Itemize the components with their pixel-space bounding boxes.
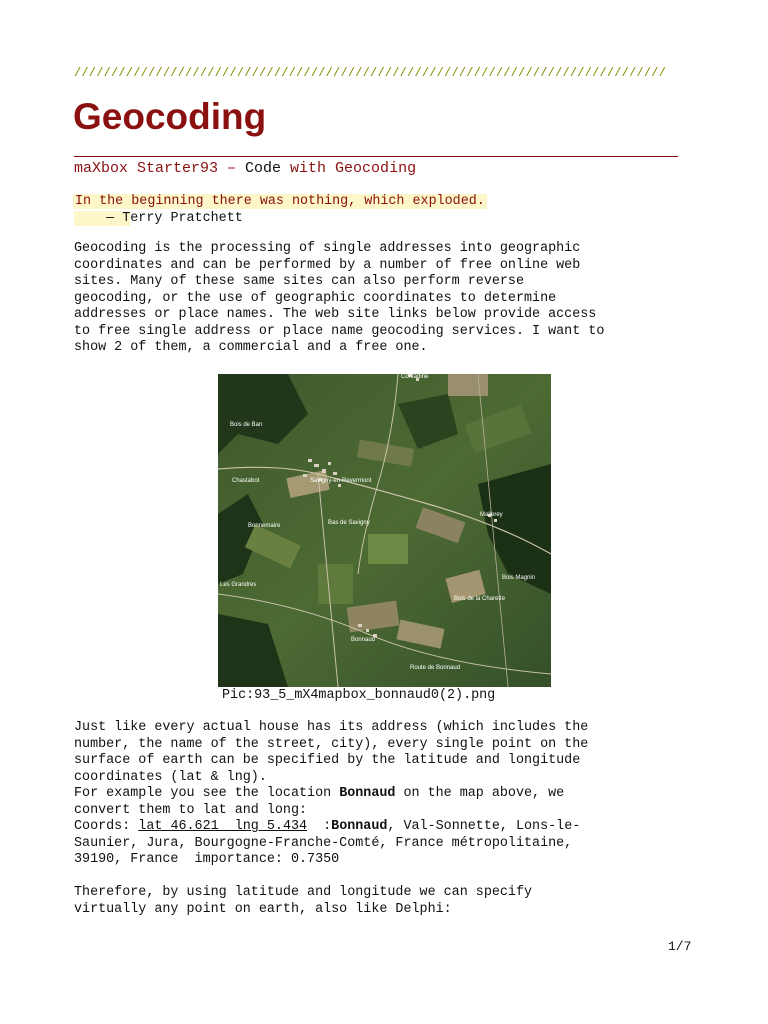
intro-paragraph xyxy=(74,241,604,357)
intro-line: show 2 of them, a commercial and a free one. xyxy=(74,340,428,355)
author-first-letter: T xyxy=(122,211,131,226)
subtitle xyxy=(74,160,416,177)
body-line: virtually any point on earth, also like Delphi: xyxy=(74,901,452,917)
subtitle-part-2: Code xyxy=(245,160,291,177)
map-label: Bas de Savigny xyxy=(328,520,370,526)
intro-line: sites. Many of these same sites can also perform reverse xyxy=(74,274,524,289)
intro-line: geocoding, or the use of geographic coordinates to determine xyxy=(74,290,557,306)
map-label: Chastabot xyxy=(232,478,260,484)
subtitle-part-3: with Geocoding xyxy=(290,160,417,177)
body-line: convert them to lat and long: xyxy=(74,802,308,818)
coords-gap: : xyxy=(307,819,332,834)
page-number: 1/7 xyxy=(668,939,692,954)
coords-place-bold: Bonnaud xyxy=(331,819,388,834)
map-label: Route de Bonnaud xyxy=(410,665,461,671)
map-label: Bois Magnin xyxy=(502,575,536,581)
map-label: Bois de Ban xyxy=(230,422,263,428)
subtitle-part-1: maXbox Starter93 – xyxy=(74,160,246,177)
map-label: Bonnaud xyxy=(351,637,376,643)
decorative-slash-line: //////////////////////////////////////////////////////////////////////////////// xyxy=(74,66,667,80)
epigraph-author xyxy=(74,211,243,226)
intro-line: Geocoding is the processing of single addresses into geographic xyxy=(74,241,581,256)
example-post: on the map above, we xyxy=(395,786,565,801)
coords-line xyxy=(74,819,588,836)
body-line: Therefore, by using latitude and longitude we can specify xyxy=(74,885,533,900)
epigraph-quote: In the beginning there was nothing, which exploded. xyxy=(75,194,485,209)
body-line: Just like every actual house has its address (which includes the xyxy=(74,720,589,735)
body-paragraph xyxy=(74,720,588,869)
body-line: coordinates (lat & lng). xyxy=(74,769,267,785)
intro-line: addresses or place names. The web site links below provide access xyxy=(74,307,597,322)
body-line xyxy=(74,786,588,803)
map-label: Contadine xyxy=(401,374,429,380)
map-label: Bonnemaire xyxy=(248,523,281,529)
title-underline xyxy=(74,156,678,157)
image-caption: Pic:93_5_mX4mapbox_bonnaud0(2).png xyxy=(222,688,496,703)
coords-line: Saunier, Jura, Bourgogne-Franche-Comté, France métropolitaine, xyxy=(74,835,573,851)
coords-line: 39190, France importance: 0.7350 xyxy=(74,852,340,867)
body-paragraph xyxy=(74,885,532,918)
satellite-map-image xyxy=(218,374,551,687)
coords-rest: , Val-Sonnette, Lons-le- xyxy=(387,819,581,834)
map-label: Savigny-en-Revermont xyxy=(310,478,372,484)
intro-line: coordinates and can be performed by a number of free online web xyxy=(74,257,581,273)
example-pre: For example you see the location xyxy=(74,786,340,801)
author-rest: erry Pratchett xyxy=(130,211,243,226)
coords-link[interactable]: lat 46.621 lng 5.434 xyxy=(138,819,308,834)
body-line: surface of earth can be specified by the latitude and longitude xyxy=(74,753,581,768)
body-line: number, the name of the street, city), every single point on the xyxy=(74,736,589,752)
map-label: Bois de la Charette xyxy=(454,596,506,602)
map-label: Mallerey xyxy=(480,512,503,518)
location-bold: Bonnaud xyxy=(339,786,396,801)
coords-label: Coords: xyxy=(74,819,139,834)
page-title: Geocoding xyxy=(73,96,267,137)
author-dash: — xyxy=(74,211,123,226)
map-label: Les Grandres xyxy=(220,582,257,588)
intro-line: to free single address or place name geocoding services. I want to xyxy=(74,323,605,339)
